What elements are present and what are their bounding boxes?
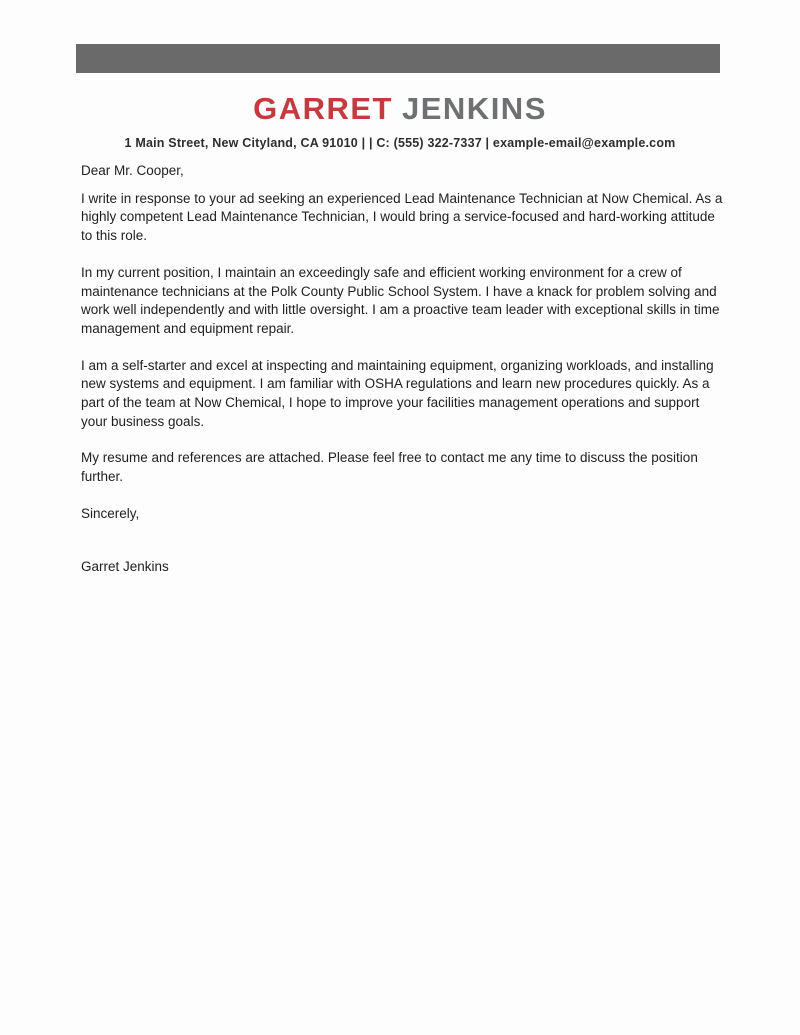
salutation: Dear Mr. Cooper,	[81, 163, 184, 178]
letter-body	[81, 162, 729, 576]
contact-info-line: 1 Main Street, New Cityland, CA 91010 | | C: (555) 322-7337 | example-email@example.com	[124, 136, 676, 150]
letter-paragraph-4: My resume and references are attached. Please feel free to contact me any time to discuss the position further.	[81, 450, 698, 485]
letter-paragraph-1: I write in response to your ad seeking an experienced Lead Maintenance Technician at Now Chemical. As a highly competent Lead Maintenance Technician, I would bring a service-focused and hard-working attitude to this role.	[81, 190, 723, 244]
signature-name: Garret Jenkins	[81, 558, 169, 574]
letter-paragraph-3: I am a self-starter and excel at inspecting and maintaining equipment, organizing workloads, and installing new systems and equipment. I am familiar with OSHA regulations and learn new procedures quickly. As a part of the team at Now Chemical, I hope to improve your facilities management operations and support your business goals.	[81, 357, 714, 429]
applicant-first-name: GARRET	[253, 91, 393, 126]
applicant-last-name: JENKINS	[402, 91, 547, 126]
letter-paragraph-2: In my current position, I maintain an exceedingly safe and efficient working environment for a crew of maintenance technicians at the Polk County Public School System. I have a knack for problem solving and work well independently and with little oversight. I am a proactive team leader with exceptional skills in time management and equipment repair.	[81, 264, 720, 336]
closing: Sincerely,	[81, 505, 140, 521]
applicant-name	[0, 91, 800, 127]
header-accent-bar	[76, 44, 720, 73]
